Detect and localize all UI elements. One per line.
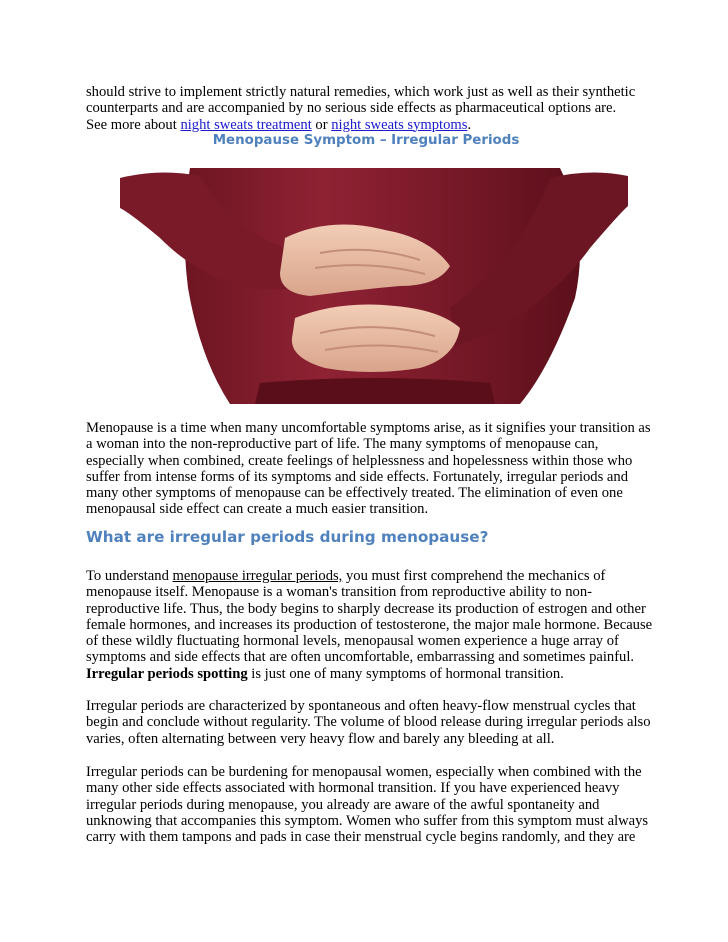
see-more-prefix: See more about <box>86 116 181 133</box>
text-line: Menopause is a time when many uncomfortable symptoms arise, as it signifies your transition as <box>86 420 651 436</box>
menopause-irregular-periods-link[interactable]: menopause irregular periods, <box>172 568 343 584</box>
text-line: unknowing that accompanies this symptom. Women who suffer from this symptom must always <box>86 812 649 829</box>
intro-paragraph <box>86 84 646 133</box>
line-suffix: you must first comprehend the mechanics of <box>342 568 606 584</box>
text-line: Irregular periods can be burdening for menopausal women, especially when combined with the <box>86 764 642 780</box>
text-line: especially when combined, create feelings of helplessness and hopelessness within those who <box>86 452 633 469</box>
abdominal-pain-photo <box>120 168 628 404</box>
line-suffix: is just one of many symptoms of hormonal transition. <box>247 665 564 682</box>
text-line: reproductive life. Thus, the body begins to sharply decrease its production of estrogen and other <box>86 600 646 617</box>
text-line: irregular periods during menopause, you already are aware of the awful spontaneity and <box>86 796 600 813</box>
text-line: many other symptoms of menopause can be effectively treated. The elimination of even one <box>86 485 623 502</box>
text-line: menopausal side effect can create a much easier transition. <box>86 501 429 518</box>
burden-paragraph <box>86 764 649 846</box>
characterization-paragraph <box>86 698 651 747</box>
text-line: Irregular periods are characterized by spontaneous and often heavy-flow menstrual cycles that <box>86 698 636 714</box>
text-line: female hormones, and increases its production of testosterone, the major male hormone. Because <box>86 616 653 633</box>
page-title: Menopause Symptom – Irregular Periods <box>212 133 520 148</box>
menopause-paragraph <box>86 420 651 518</box>
text-line <box>86 568 646 584</box>
text-line: of these wildly fluctuating hormonal levels, menopausal women experience a huge array of <box>86 633 619 650</box>
text-line: varies, often alternating between very heavy flow and barely any bleeding at all. <box>86 730 555 747</box>
night-sweats-treatment-link[interactable]: night sweats treatment <box>180 116 312 133</box>
text-line: a woman into the non-reproductive part of life. The many symptoms of menopause can, <box>86 436 599 453</box>
mechanics-paragraph <box>86 568 653 682</box>
bold-term: Irregular periods spotting <box>86 665 248 682</box>
text-line: carry with them tampons and pads in case their menstrual cycle begins randomly, and they are <box>86 829 636 846</box>
see-more-line <box>86 117 646 133</box>
text-line <box>86 666 646 682</box>
line-prefix: To understand <box>86 568 173 584</box>
night-sweats-symptoms-link[interactable]: night sweats symptoms <box>331 116 468 133</box>
text-line: suffer from intense forms of its symptoms and side effects. Fortunately, irregular periods and <box>86 468 629 485</box>
or-text: or <box>311 116 332 133</box>
section-heading: What are irregular periods during menopause? <box>86 528 489 546</box>
text-line: menopause itself. Menopause is a woman's transition from reproductive ability to non- <box>86 584 592 601</box>
text-line: symptoms and side effects that are often uncomfortable, embarrassing and sometimes painful. <box>86 649 635 666</box>
text-line: counterparts and are accompanied by no serious side effects as pharmaceutical options are. <box>86 100 617 117</box>
text-line: should strive to implement strictly natural remedies, which work just as well as their synthetic <box>86 84 636 100</box>
text-line: many other side effects associated with hormonal transition. If you have experienced heavy <box>86 780 620 797</box>
period: . <box>467 116 472 133</box>
text-line: begin and conclude without regularity. The volume of blood release during irregular periods also <box>86 714 651 731</box>
